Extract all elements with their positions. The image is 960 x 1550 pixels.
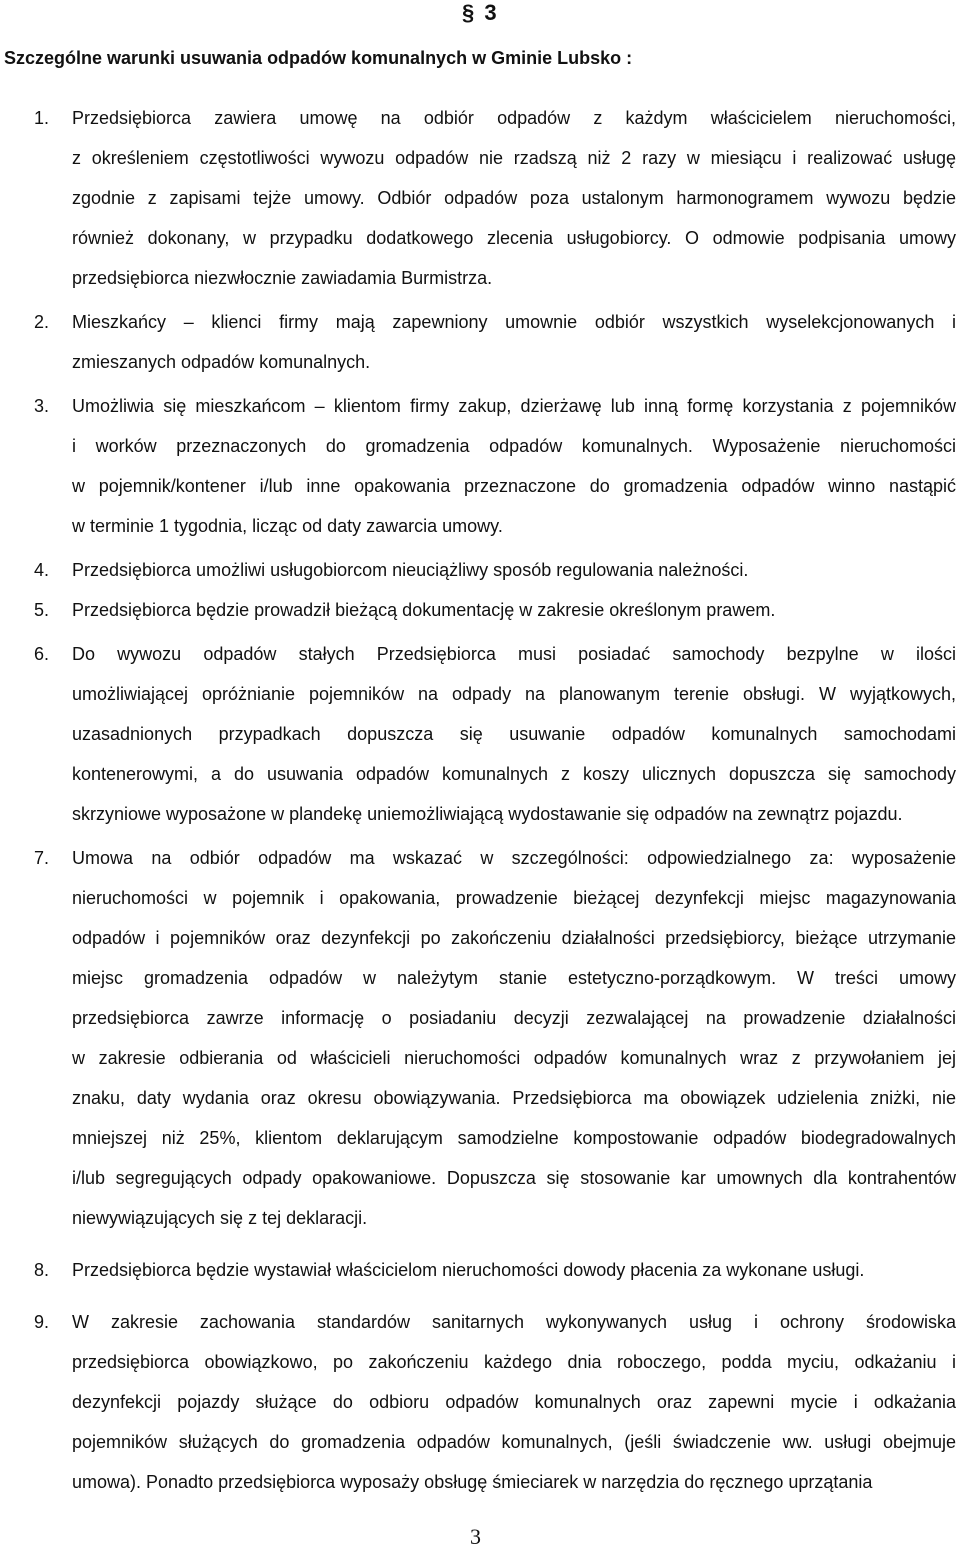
list-item <box>0 590 956 630</box>
text-line: Mieszkańcy – klienci firmy mają zapewniony umownie odbiór wszystkich wyselekcjonowanych i <box>72 312 956 332</box>
item-text <box>72 302 956 382</box>
item-number: 1. <box>34 108 50 128</box>
text-line: i/lub segregujących odpady opakowaniowe. Dopuszcza się stosowanie kar umownych dla kontrahentów <box>72 1168 956 1188</box>
text-line: Umowa na odbiór odpadów ma wskazać w szczególności: odpowiedzialnego za: wyposażenie <box>72 848 956 868</box>
text-line: kontenerowymi, a do usuwania odpadów komunalnych z koszy ulicznych dopuszcza się samochody <box>72 764 956 784</box>
text-line: Do wywozu odpadów stałych Przedsiębiorca musi posiadać samochody bezpylne w ilości <box>72 644 956 664</box>
item-number: 6. <box>34 644 50 664</box>
text-line: umowa). Ponadto przedsiębiorca wyposaży obsługę śmieciarek w narzędzia do ręcznego uprzątania <box>72 1472 873 1492</box>
item-text <box>72 1302 956 1502</box>
text-line: zgodnie z zapisami tejże umowy. Odbiór odpadów poza ustalonym harmonogramem wywozu będzie <box>72 188 956 208</box>
text-line: mniejszej niż 25%, klientom deklarującym samodzielne kompostowanie odpadów biodegradowalnych <box>72 1128 956 1148</box>
section-mark: § 3 <box>462 0 499 25</box>
text-line: dezynfekcji pojazdy służące do odbioru odpadów komunalnych oraz zapewni mycie i odkażania <box>72 1392 956 1412</box>
text-line: przedsiębiorca obowiązkowo, po zakończeniu każdego dnia roboczego, podda myciu, odkażaniu i <box>72 1352 956 1372</box>
item-text <box>72 590 956 630</box>
item-number: 7. <box>34 848 50 868</box>
text-line: niewywiązujących się z tej deklaracji. <box>72 1208 368 1228</box>
page-number: 3 <box>470 1524 481 1549</box>
text-line: przedsiębiorca niezwłocznie zawiadamia Burmistrza. <box>72 268 493 288</box>
item-number: 5. <box>34 600 50 620</box>
text-line: pojemników służących do gromadzenia odpadów komunalnych, (jeśli świadczenie ww. usługi obejmuje <box>72 1432 956 1452</box>
item-number: 9. <box>34 1312 50 1332</box>
item-text <box>72 550 956 590</box>
list-item <box>0 386 956 546</box>
text-line: w pojemnik/kontener i/lub inne opakowania przeznaczone do gromadzenia odpadów winno nastąpić <box>72 476 956 496</box>
text-line: przedsiębiorca zawrze informację o posiadaniu decyzji zezwalającej na prowadzenie działalności <box>72 1008 956 1028</box>
text-line: umożliwiającej opróżnianie pojemników na odpady na planowanym terenie obsługi. W wyjątkowych, <box>72 684 956 704</box>
text-line: odpadów i pojemników oraz dezynfekcji po zakończeniu działalności przedsiębiorcy, bieżące utrzymanie <box>72 928 956 948</box>
text-line: znaku, daty wydania oraz okresu obowiązywania. Przedsiębiorca ma obowiązek udzielenia zniżki, nie <box>72 1088 956 1108</box>
list-item <box>0 634 956 834</box>
item-text <box>72 1250 956 1290</box>
item-text <box>72 98 956 298</box>
item-number: 3. <box>34 396 50 416</box>
text-line: w zakresie odbierania od właścicieli nieruchomości odpadów komunalnych wraz z przywołaniem jej <box>72 1048 956 1068</box>
text-line: i worków przeznaczonych do gromadzenia odpadów komunalnych. Wyposażenie nieruchomości <box>72 436 956 456</box>
text-line: Umożliwia się mieszkańcom – klientom firmy zakup, dzierżawę lub inną formę korzystania z pojemników <box>72 396 956 416</box>
text-line: skrzyniowe wyposażone w plandekę uniemożliwiającą wydostawanie się odpadów na zewnątrz pojazdu. <box>72 804 903 824</box>
text-line: również dokonany, w przypadku dodatkowego zlecenia usługobiorcy. O odmowie podpisania umowy <box>72 228 956 248</box>
text-line: miejsc gromadzenia odpadów w należytym stanie estetyczno-porządkowym. W treści umowy <box>72 968 956 988</box>
text-line: Przedsiębiorca zawiera umowę na odbiór odpadów z każdym właścicielem nieruchomości, <box>72 108 956 128</box>
text-line: Przedsiębiorca będzie prowadził bieżącą dokumentację w zakresie określonym prawem. <box>72 600 776 620</box>
text-line: z określeniem częstotliwości wywozu odpadów nie rzadszą niż 2 razy w miesiącu i realizować usługę <box>72 148 956 168</box>
list-item <box>0 302 956 382</box>
text-line: w terminie 1 tygodnia, licząc od daty zawarcia umowy. <box>72 516 503 536</box>
text-line: uzasadnionych przypadkach dopuszcza się usuwanie odpadów komunalnych samochodami <box>72 724 956 744</box>
item-text <box>72 838 956 1238</box>
item-number: 4. <box>34 560 50 580</box>
list-item <box>0 98 956 298</box>
list-item <box>0 838 956 1238</box>
item-text <box>72 386 956 546</box>
list-item <box>0 550 956 590</box>
list-item <box>0 1250 956 1290</box>
provisions-list <box>0 98 956 1502</box>
text-line: nieruchomości w pojemnik i opakowania, prowadzenie bieżącej dezynfekcji miejsc magazynowania <box>72 888 956 908</box>
item-number: 2. <box>34 312 50 332</box>
item-number: 8. <box>34 1260 50 1280</box>
text-line: zmieszanych odpadów komunalnych. <box>72 352 371 372</box>
text-line: Przedsiębiorca umożliwi usługobiorcom nieuciążliwy sposób regulowania należności. <box>72 560 749 580</box>
text-line: Przedsiębiorca będzie wystawiał właścicielom nieruchomości dowody płacenia za wykonane usługi. <box>72 1260 865 1280</box>
section-heading: Szczególne warunki usuwania odpadów komunalnych w Gminie Lubsko : <box>4 48 633 68</box>
text-line: W zakresie zachowania standardów sanitarnych wykonywanych usług i ochrony środowiska <box>72 1312 956 1332</box>
item-text <box>72 634 956 834</box>
list-item <box>0 1302 956 1502</box>
